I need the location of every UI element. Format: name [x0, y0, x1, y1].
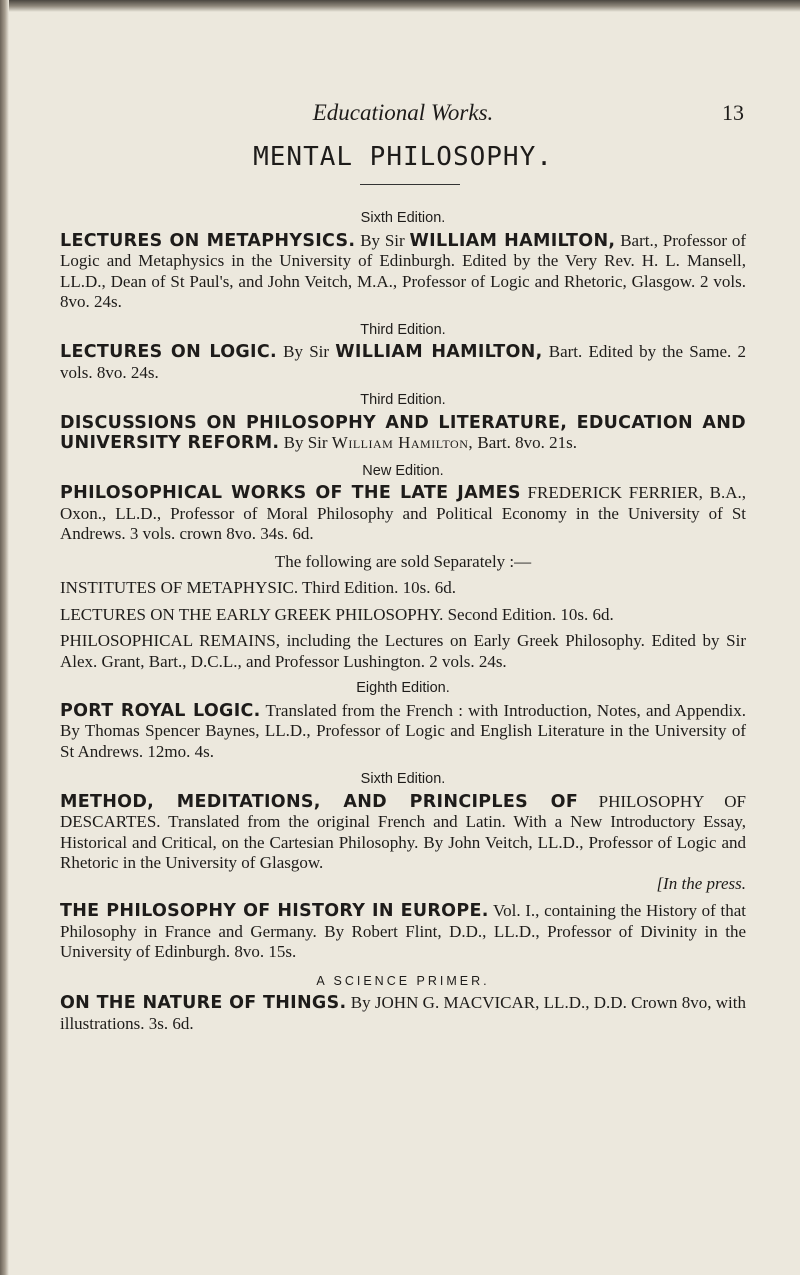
edition-note: Third Edition. — [360, 321, 446, 338]
entry-by: By Sir — [360, 230, 405, 250]
edition-note: New Edition. — [362, 462, 444, 479]
entry-title: LECTURES ON LOGIC. — [60, 342, 277, 362]
catalogue-entry — [60, 390, 746, 454]
entry-text — [60, 483, 746, 545]
separate-item: INSTITUTES OF METAPHYSIC. Third Edition. 10s. 6d. — [60, 578, 456, 597]
entry-title: PHILOSOPHICAL WORKS OF THE LATE JAMES — [60, 483, 521, 503]
entry-title: PORT ROYAL LOGIC. — [60, 700, 261, 721]
press-note: [In the press. — [656, 873, 746, 893]
entry-body: Vol. I., containing the History of that Philosophy in France and Germany. By Robert Flint, D.D., LL.D., Professor of Divinity in the University of Edinburgh. 8vo. 15s. — [60, 901, 746, 961]
entry-body: Bart., Professor of Logic and Metaphysics in the University of Edinburgh. Edited by the Very Rev. H. L. Mansell, LL.D., Dean of St Paul's, and John Veitch, M.A., Professor of Logic and Rhetoric, Glasgow. 2 vols. 8vo. 24s. — [60, 230, 746, 311]
binding-edge — [0, 0, 9, 1275]
title-rule — [360, 184, 460, 185]
entry-body: Bart. Edited by the Same. 2 vols. 8vo. 24s. — [60, 342, 747, 382]
entry-title: ON THE NATURE OF THINGS. — [60, 993, 347, 1013]
entry-title: DISCUSSIONS ON PHILOSOPHY AND LITERATURE, EDUCATION AND UNIVERSITY REFORM. — [60, 412, 746, 453]
entry-author: WILLIAM HAMILTON, — [335, 342, 543, 362]
edition-note: Sixth Edition. — [360, 771, 446, 787]
entry-title: METHOD, MEDITATIONS, AND PRINCIPLES OF — [60, 791, 579, 812]
section-title: MENTAL PHILOSOPHY. — [253, 142, 553, 172]
entry-title: LECTURES ON METAPHYSICS. — [60, 230, 356, 251]
edition-note: Third Edition. — [360, 392, 446, 408]
separately-note: The following are sold Separately :— — [274, 551, 532, 571]
entry-text — [60, 901, 746, 963]
entry-body: Translated from the French : with Introduction, Notes, and Appendix. By Thomas Spencer Baynes, LL.D., Professor of Logic and English Literature in the University of St Andrews. 12mo. 4s. — [60, 700, 746, 761]
separate-item: LECTURES ON THE EARLY GREEK PHILOSOPHY. Second Edition. 10s. 6d. — [60, 604, 614, 624]
entry-body: PHILOSOPHY OF DESCARTES. Translated from the original French and Latin. With a New Introductory Essay, Historical and Critical, on the Cartesian Philosophy. By John Veitch, LL.D., Professor of Logic and Rhetoric in the University of Glasgow. — [60, 791, 747, 872]
series-note: A SCIENCE PRIMER. — [316, 973, 490, 988]
page-number: 13 — [722, 100, 744, 125]
entry-body: FREDERICK FERRIER, B.A., Oxon., LL.D., Professor of Moral Philosophy and Political Economy in the University of St Andrews. 3 vols. crown 8vo. 34s. 6d. — [60, 483, 746, 543]
catalogue-entry — [60, 971, 746, 1035]
separately-block — [60, 552, 746, 673]
catalogue-entry — [60, 678, 746, 762]
catalogue-entry — [60, 320, 746, 384]
entry-body: Bart. 8vo. 21s. — [477, 433, 578, 452]
entry-text — [60, 413, 746, 454]
entry-body: By JOHN G. MACVICAR, LL.D., D.D. Crown 8vo, with illustrations. 3s. 6d. — [60, 993, 746, 1033]
entry-by: By Sir — [283, 433, 328, 452]
catalogue-entry — [60, 769, 746, 894]
catalogue-list — [60, 206, 746, 1041]
catalogue-entry — [60, 208, 746, 313]
entry-text — [60, 792, 746, 895]
edition-note: Eighth Edition. — [356, 680, 450, 696]
catalogue-entry — [60, 461, 746, 545]
separate-item: PHILOSOPHICAL REMAINS, including the Lectures on Early Greek Philosophy. Edited by Sir Alex. Grant, Bart., D.C.L., and Professor Lushington. 2 vols. 24s. — [60, 631, 746, 671]
running-title: Educational Works. — [312, 100, 494, 125]
entry-title: THE PHILOSOPHY OF HISTORY IN EUROPE. — [60, 901, 489, 921]
entry-text — [60, 993, 746, 1034]
entry-text — [60, 231, 746, 313]
entry-author: WILLIAM HAMILTON, — [409, 230, 616, 251]
entry-by: By Sir — [283, 342, 330, 361]
entry-text — [60, 701, 746, 763]
catalogue-entry — [60, 901, 746, 963]
running-header — [60, 95, 746, 131]
page-top-edge — [0, 0, 800, 12]
entry-author: William Hamilton, — [331, 433, 474, 452]
entry-text — [60, 342, 746, 383]
edition-note: Sixth Edition. — [360, 210, 446, 226]
